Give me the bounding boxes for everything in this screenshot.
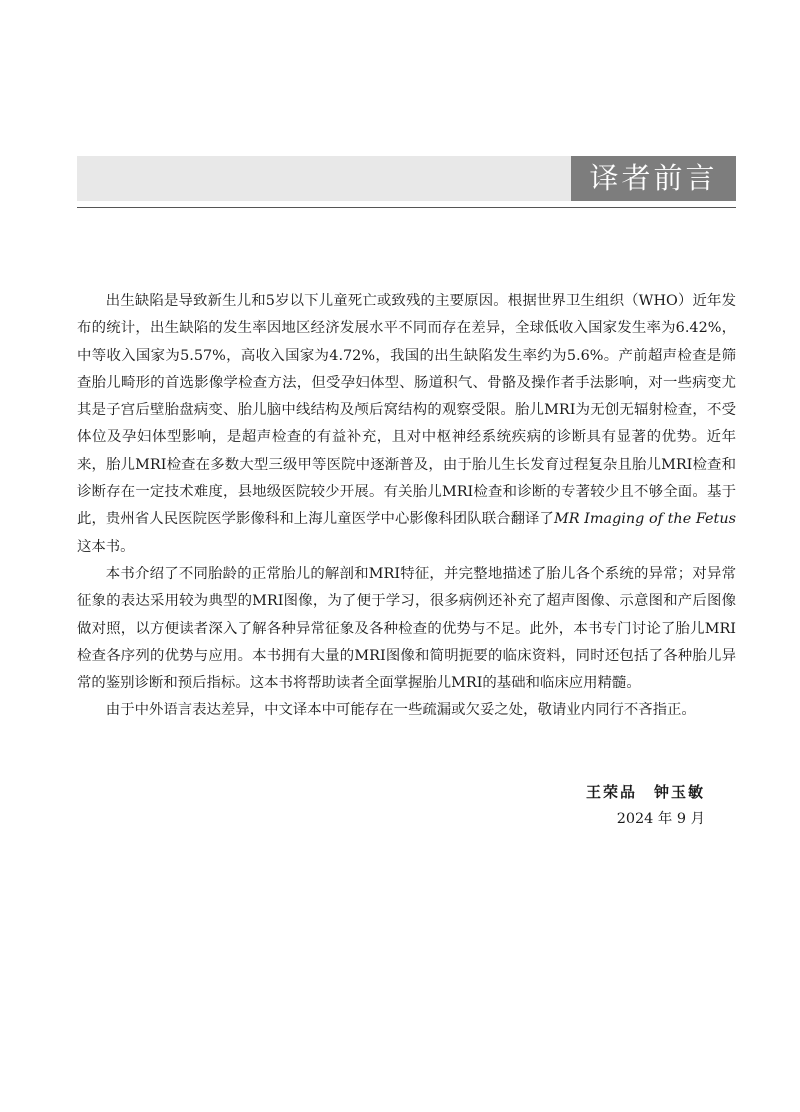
preface-body xyxy=(77,288,736,725)
paragraph-2: 本书介绍了不同胎龄的正常胎儿的解剖和MRI特征，并完整地描述了胎儿各个系统的异常；对异常征象的表达采用较为典型的MRI图像，为了便于学习，很多病例还补充了超声图像、示意图和产后图像做对照，以方便读者深入了解各种异常征象及各种检查的优势与不足。此外，本书专门讨论了胎儿MRI检查各序列的优势与应用。本书拥有大量的MRI图像和简明扼要的临床资料，同时还包括了各种胎儿异常的鉴别诊断和预后指标。这本书将帮助读者全面掌握胎儿MRI的基础和临床应用精髓。 xyxy=(77,565,736,692)
header-divider xyxy=(77,207,736,208)
book-title: MR Imaging of the Fetus xyxy=(553,511,736,528)
header-title-box xyxy=(571,156,736,201)
signature-date: 2024 年 9 月 xyxy=(616,811,705,827)
paragraph-1-text-b: 这本书。 xyxy=(77,538,135,555)
paragraph-1-text-a: 出生缺陷是导致新生儿和5岁以下儿童死亡或致残的主要原因。根据世界卫生组织（WHO）近年发布的统计，出生缺陷的发生率因地区经济发展水平不同而存在差异，全球低收入国家发生率为6.42%，中等收入国家为5.57%，高收入国家为4.72%，我国的出生缺陷发生率约为5.6%。产前超声检查是筛查胎儿畸形的首选影像学检查方法，但受孕妇体型、肠道积气、骨骼及操作者手法影响，对一些病变尤其是子宫后壁胎盘病变、胎儿脑中线结构及颅后窝结构的观察受限。胎儿MRI为无创无辐射检查，不受体位及孕妇体型影响，是超声检查的有益补充，且对中枢神经系统疾病的诊断具有显著的优势。近年来，胎儿MRI检查在多数大型三级甲等医院中逐渐普及，由于胎儿生长发育过程复杂且胎儿MRI检查和诊断存在一定技术难度，县地级医院较少开展。有关胎儿MRI检查和诊断的专著较少且不够全面。基于此，贵州省人民医院医学影像科和上海儿童医学中心影像科团队联合翻译了 xyxy=(77,293,736,528)
signature-block xyxy=(77,780,705,831)
page-title: 译者前言 xyxy=(589,161,718,195)
paragraph-3: 由于中外语言表达差异，中文译本中可能存在一些疏漏或欠妥之处，敬请业内同行不吝指正。 xyxy=(105,702,696,719)
translator-names: 王荣品 钟玉敏 xyxy=(585,783,705,801)
paragraph-1 xyxy=(77,288,736,561)
header-band xyxy=(77,156,736,201)
